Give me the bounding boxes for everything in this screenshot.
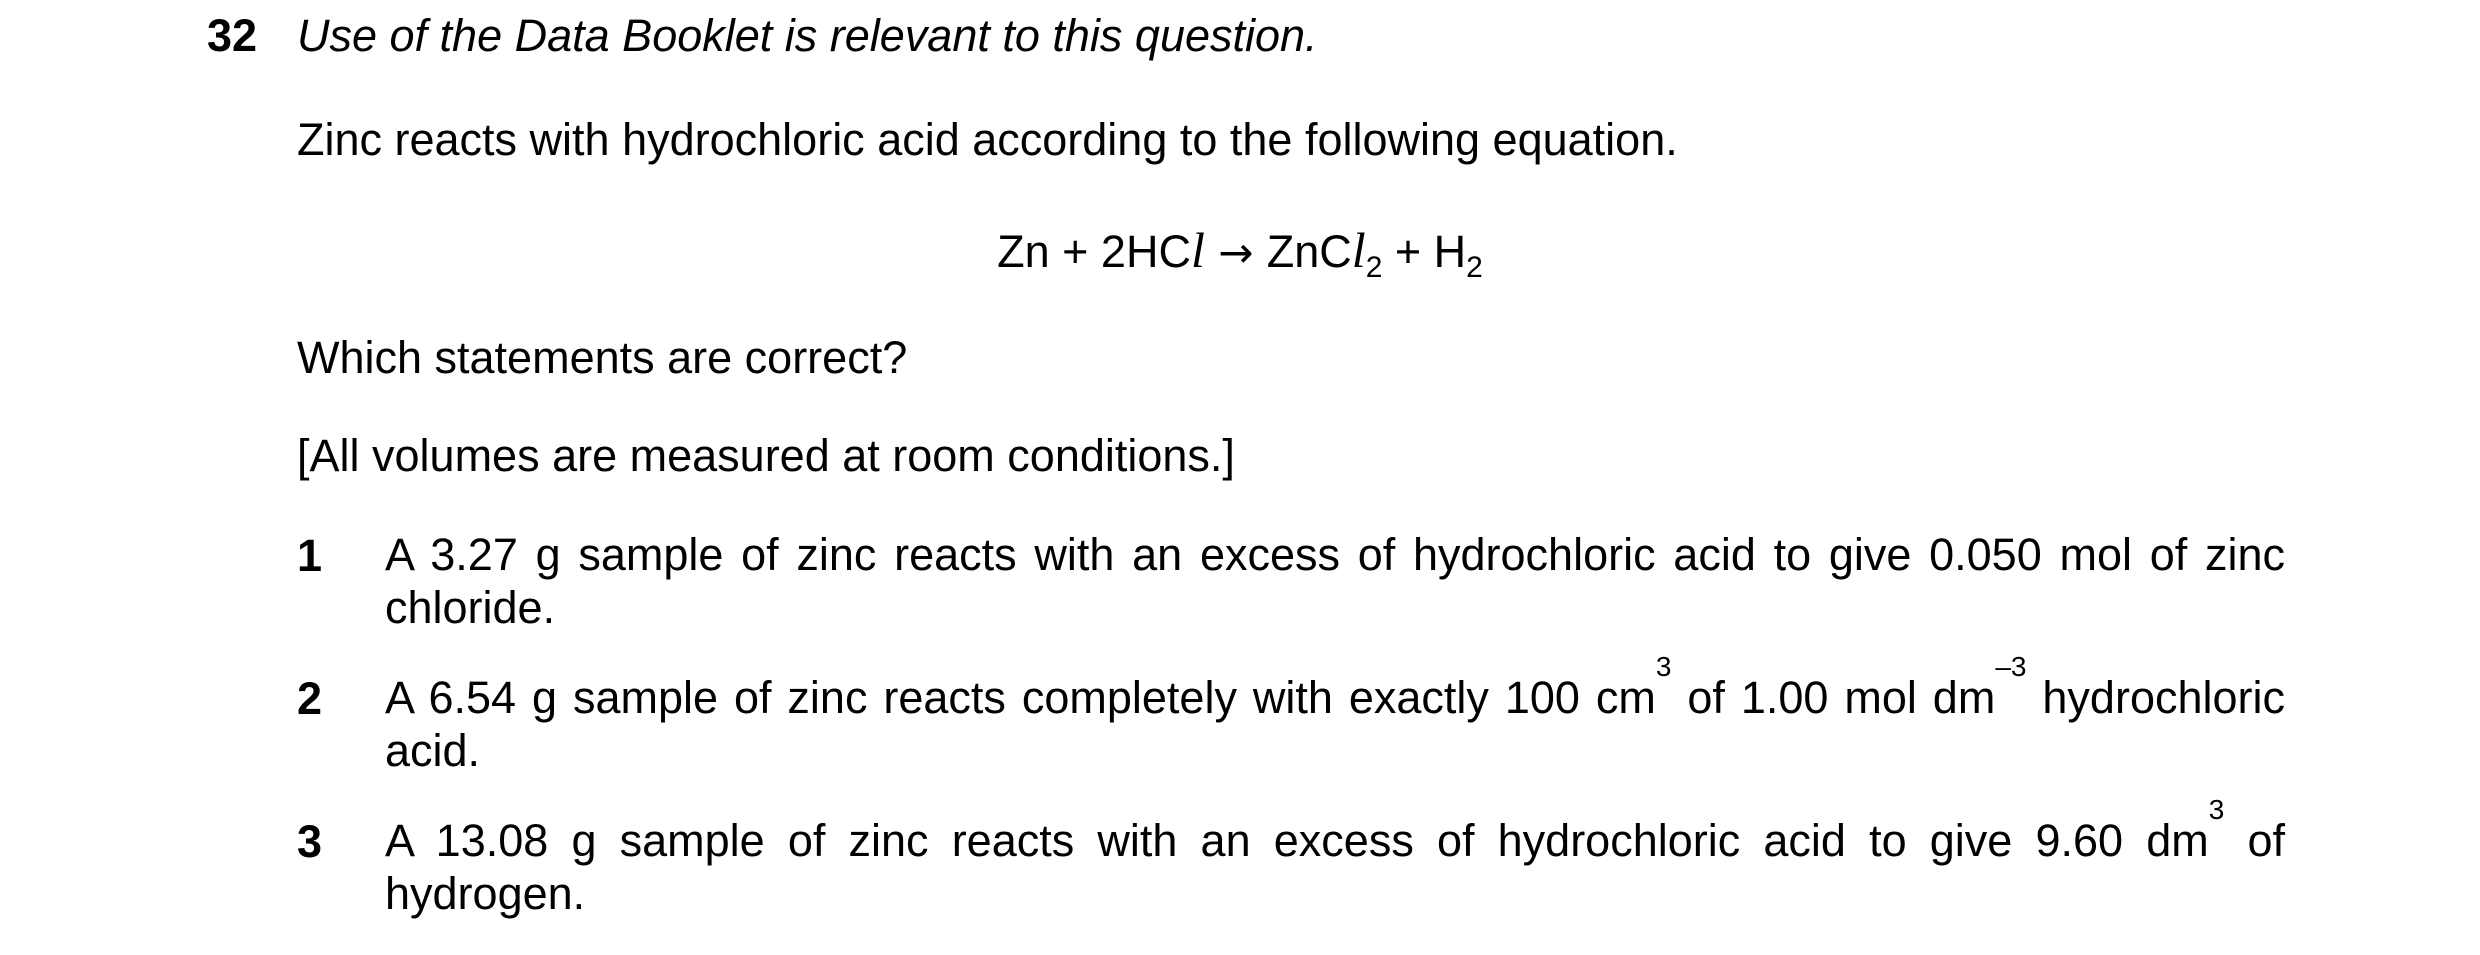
statement-2-superscript-b: –3	[1995, 651, 2027, 682]
statement-1-text: A 3.27 g sample of zinc reacts with an excess of hydrochloric acid to give 0.050 mol of zinc chloride.	[385, 529, 2285, 633]
statement-1-number: 1	[297, 530, 323, 581]
statement-3-superscript-a: 3	[2208, 794, 2225, 825]
statement-2-text-part-a: A 6.54 g sample of zinc reacts completely with exactly 100 cm	[385, 672, 1656, 723]
question-number: 32	[207, 10, 258, 61]
equation-product-zinc-chloride: ZnC	[1266, 226, 1352, 277]
statement-3-text	[385, 794, 2285, 920]
equation-hydrogen-subscript: 2	[1466, 251, 1483, 284]
equation-chlorine-l-1: l	[1190, 222, 1205, 278]
statement-2-number: 2	[297, 673, 323, 724]
statement-3-text-part-a: A 13.08 g sample of zinc reacts with an excess of hydrochloric acid to give 9.60 dm	[385, 815, 2209, 866]
question-paragraph-2: Which statements are correct?	[297, 332, 908, 383]
equation-chlorine-l-2: l	[1351, 222, 1366, 278]
question-intro: Use of the Data Booklet is relevant to this question.	[297, 10, 1318, 61]
equation-reactants: Zn + 2HC	[997, 226, 1191, 277]
equation-subscript-2: 2	[1365, 251, 1383, 284]
statement-3-text-part-b: of hydrogen.	[385, 815, 2285, 919]
question-paragraph-1: Zinc reacts with hydrochloric acid according to the following equation.	[297, 114, 1678, 165]
chemical-equation	[0, 222, 2480, 286]
statement-2-text-part-c: hydrochloric acid.	[385, 672, 2286, 776]
statement-2-text	[385, 651, 2286, 777]
statement-3-number: 3	[297, 816, 323, 867]
equation-arrow: →	[1204, 228, 1267, 277]
statement-2-superscript-a: 3	[1655, 651, 1672, 682]
statement-2-text-part-b: of 1.00 mol dm	[1671, 672, 1996, 723]
question-paragraph-3: [All volumes are measured at room conditions.]	[297, 430, 1235, 481]
equation-product-hydrogen: + H	[1382, 226, 1467, 277]
